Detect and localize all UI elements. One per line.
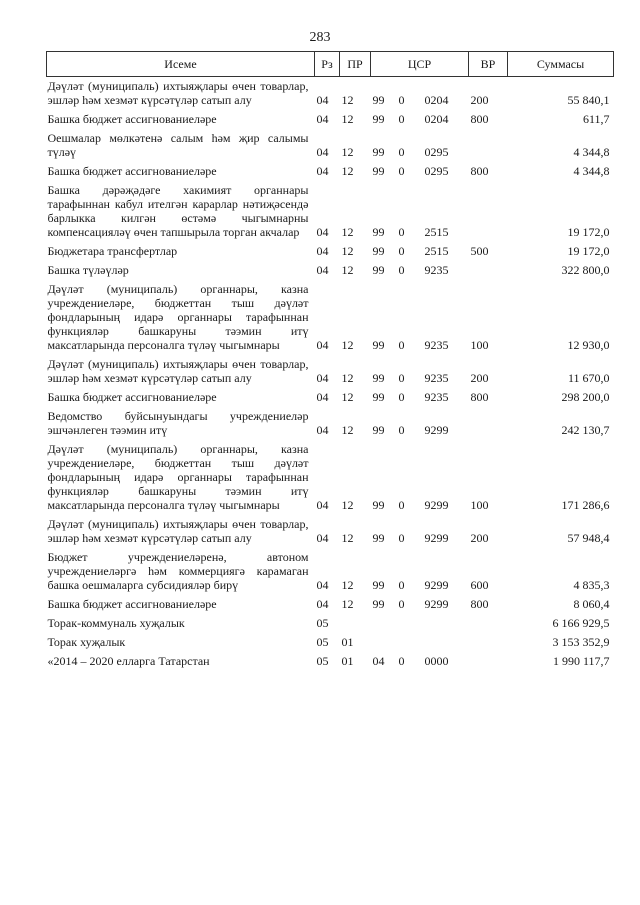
row-sum: 4 344,8 (573, 164, 610, 178)
row-name: Дәүләт (муниципаль) органнары, казна учреждениеләре, бюджеттан тыш дәүләт фондларының идарә органнары тарафыннан функцияләр башкаруны тәэмин итү максатларында персоналга түләү чыгымнары (47, 282, 309, 352)
page-number: 283 (309, 30, 331, 45)
row-sum: 171 286,6 (561, 498, 610, 512)
table-header-row (47, 52, 614, 77)
table-row (47, 162, 614, 181)
row-csr-program: 99 (372, 390, 385, 404)
row-csr-subprogram: 0 (398, 390, 405, 404)
row-csr-program: 99 (372, 338, 385, 352)
row-csr-subprogram: 0 (398, 145, 405, 159)
row-pr: 12 (341, 531, 354, 545)
row-rz: 04 (316, 338, 329, 352)
row-csr-subprogram: 0 (398, 225, 405, 239)
row-csr-direction: 9299 (424, 423, 449, 437)
row-pr: 12 (341, 498, 354, 512)
row-vr: 800 (470, 164, 489, 178)
header-vr: ВР (469, 52, 508, 77)
row-name: Бюджет учреждениеләренә, автоном учреждениеләргә һәм коммерциягә карамаган башка оешмаларга субсидияләр бирү (47, 550, 309, 592)
row-rz: 04 (316, 112, 329, 126)
header-csr: ЦСР (371, 52, 469, 77)
table-row (47, 515, 614, 548)
row-csr-direction: 9299 (424, 597, 449, 611)
row-csr-program: 99 (372, 498, 385, 512)
row-pr: 12 (341, 338, 354, 352)
row-vr (469, 261, 508, 280)
row-name: «2014 – 2020 елларга Татарстан (47, 654, 210, 668)
table-row (47, 595, 614, 614)
row-sum: 11 670,0 (567, 371, 610, 385)
row-rz: 05 (316, 654, 329, 668)
table-row (47, 181, 614, 242)
table-row (47, 633, 614, 652)
row-vr: 100 (470, 498, 489, 512)
row-csr-direction: 0000 (424, 654, 449, 668)
row-sum: 55 840,1 (567, 93, 610, 107)
row-sum: 3 153 352,9 (552, 635, 610, 649)
row-csr-subprogram: 0 (398, 498, 405, 512)
row-pr: 12 (341, 112, 354, 126)
header-rz: Рз (315, 52, 340, 77)
row-vr (469, 181, 508, 242)
table-row (47, 77, 614, 111)
row-pr: 12 (341, 244, 354, 258)
row-csr-program: 99 (372, 112, 385, 126)
row-sum: 4 344,8 (573, 145, 610, 159)
table-row (47, 614, 614, 633)
table-row (47, 440, 614, 515)
table-row (47, 242, 614, 261)
row-csr-subprogram: 0 (398, 654, 405, 668)
row-pr: 01 (341, 654, 354, 668)
row-vr (469, 129, 508, 162)
row-name: Башка дәрәҗәдәге хакимият органнары тарафыннан кабул ителгән карарлар нәтиҗәсендә барлыкка килгән өстәмә чыгымнарны компенсацияләү өчен тапшырыла торган акчалар (47, 183, 309, 239)
table-body (47, 77, 614, 672)
row-vr (469, 614, 508, 633)
row-sum: 322 800,0 (561, 263, 610, 277)
row-csr-direction: 2515 (424, 225, 449, 239)
row-pr: 12 (341, 225, 354, 239)
row-vr (469, 407, 508, 440)
row-csr-program: 99 (372, 93, 385, 107)
row-sum: 19 172,0 (567, 244, 610, 258)
row-csr-program: 99 (372, 164, 385, 178)
row-csr-program: 04 (372, 654, 385, 668)
table-row (47, 407, 614, 440)
row-csr-subprogram: 0 (398, 263, 405, 277)
row-rz: 05 (316, 635, 329, 649)
row-csr-direction: 0295 (424, 145, 449, 159)
row-sum: 1 990 117,7 (552, 654, 610, 668)
row-sum: 8 060,4 (573, 597, 610, 611)
row-pr: 12 (341, 423, 354, 437)
row-vr (469, 652, 508, 671)
row-rz: 04 (316, 164, 329, 178)
header-sum: Суммасы (508, 52, 614, 77)
row-csr-subprogram: 0 (398, 371, 405, 385)
row-vr: 800 (470, 390, 489, 404)
row-rz: 04 (316, 531, 329, 545)
row-name: Башка түләүләр (47, 263, 129, 277)
row-vr: 500 (470, 244, 489, 258)
row-pr: 12 (341, 390, 354, 404)
row-name: Торак хуҗалык (47, 635, 126, 649)
row-rz: 04 (316, 578, 329, 592)
row-name: Торак-коммуналь хуҗалык (47, 616, 185, 630)
row-vr: 200 (470, 531, 489, 545)
row-name: Ведомство буйсынуындагы учреждениеләр эшчәнлеген тәэмин итү (47, 409, 309, 437)
row-vr: 600 (470, 578, 489, 592)
row-name: Дәүләт (муниципаль) ихтыяҗлары өчен товарлар, эшләр һәм хезмәт күрсәтүләр сатып алу (47, 517, 309, 545)
row-csr-subprogram: 0 (398, 338, 405, 352)
row-csr-subprogram (397, 633, 423, 652)
row-csr-direction: 0204 (424, 112, 449, 126)
row-sum: 6 166 929,5 (552, 616, 610, 630)
row-name: Дәүләт (муниципаль) органнары, казна учреждениеләре, бюджеттан тыш дәүләт фондларының идарә органнары тарафыннан функцияләр башкаруны тәэмин итү максатларында персоналга түләү чыгымнары (47, 442, 309, 512)
row-vr: 800 (470, 112, 489, 126)
row-csr-direction: 0204 (424, 93, 449, 107)
row-name: Дәүләт (муниципаль) ихтыяҗлары өчен товарлар, эшләр һәм хезмәт күрсәтүләр сатып алу (47, 357, 309, 385)
row-csr-subprogram: 0 (398, 112, 405, 126)
row-csr-subprogram: 0 (398, 423, 405, 437)
table-row (47, 652, 614, 671)
row-csr-program: 99 (372, 578, 385, 592)
row-name: Башка бюджет ассигнованиеләре (47, 112, 217, 126)
row-pr: 01 (341, 635, 354, 649)
row-csr-program: 99 (372, 225, 385, 239)
row-pr: 12 (341, 93, 354, 107)
row-csr-program: 99 (372, 145, 385, 159)
row-csr-program: 99 (372, 244, 385, 258)
row-csr-direction: 2515 (424, 244, 449, 258)
row-pr: 12 (341, 597, 354, 611)
row-csr-subprogram: 0 (398, 93, 405, 107)
row-csr-subprogram: 0 (398, 597, 405, 611)
table-row (47, 129, 614, 162)
row-name: Башка бюджет ассигнованиеләре (47, 164, 217, 178)
row-csr-program: 99 (372, 597, 385, 611)
row-csr-subprogram: 0 (398, 578, 405, 592)
row-name: Дәүләт (муниципаль) ихтыяҗлары өчен товарлар, эшләр һәм хезмәт күрсәтүләр сатып алу (47, 79, 309, 107)
row-csr-program (371, 614, 397, 633)
row-csr-subprogram: 0 (398, 244, 405, 258)
row-sum: 12 930,0 (567, 338, 610, 352)
row-rz: 04 (316, 390, 329, 404)
table-row (47, 548, 614, 595)
row-vr: 800 (470, 597, 489, 611)
table-row (47, 355, 614, 388)
row-name: Башка бюджет ассигнованиеләре (47, 390, 217, 404)
row-csr-program: 99 (372, 531, 385, 545)
row-name: Башка бюджет ассигнованиеләре (47, 597, 217, 611)
row-vr: 200 (470, 371, 489, 385)
row-csr-subprogram (397, 614, 423, 633)
row-csr-subprogram: 0 (398, 164, 405, 178)
row-csr-direction: 9299 (424, 531, 449, 545)
row-sum: 611,7 (582, 112, 610, 126)
row-rz: 04 (316, 371, 329, 385)
header-name: Исеме (47, 52, 315, 77)
row-csr-program: 99 (372, 263, 385, 277)
budget-table (46, 51, 614, 671)
row-sum: 19 172,0 (567, 225, 610, 239)
table-row (47, 110, 614, 129)
row-rz: 05 (316, 616, 329, 630)
row-csr-direction: 9235 (424, 338, 449, 352)
row-csr-program: 99 (372, 423, 385, 437)
row-vr: 100 (470, 338, 489, 352)
row-pr: 12 (341, 578, 354, 592)
row-csr-direction: 9235 (424, 390, 449, 404)
row-pr: 12 (341, 164, 354, 178)
row-sum: 57 948,4 (567, 531, 610, 545)
row-csr-direction: 9235 (424, 263, 449, 277)
row-csr-direction: 0295 (424, 164, 449, 178)
row-rz: 04 (316, 145, 329, 159)
row-vr: 200 (470, 93, 489, 107)
table-row (47, 388, 614, 407)
row-csr-direction (423, 633, 469, 652)
row-csr-direction: 9299 (424, 498, 449, 512)
row-csr-program: 99 (372, 371, 385, 385)
table-row (47, 261, 614, 280)
row-vr (469, 633, 508, 652)
row-sum: 242 130,7 (561, 423, 610, 437)
row-csr-subprogram: 0 (398, 531, 405, 545)
row-rz: 04 (316, 498, 329, 512)
row-csr-direction (423, 614, 469, 633)
row-rz: 04 (316, 225, 329, 239)
table-row (47, 280, 614, 355)
header-pr: ПР (340, 52, 371, 77)
row-rz: 04 (316, 597, 329, 611)
row-rz: 04 (316, 244, 329, 258)
row-csr-program (371, 633, 397, 652)
row-rz: 04 (316, 93, 329, 107)
row-pr: 12 (341, 145, 354, 159)
row-sum: 4 835,3 (573, 578, 610, 592)
row-pr (340, 614, 371, 633)
row-csr-direction: 9235 (424, 371, 449, 385)
row-pr: 12 (341, 371, 354, 385)
row-rz: 04 (316, 423, 329, 437)
row-name: Оешмалар мөлкәтенә салым һәм җир салымы түләү (47, 131, 309, 159)
row-rz: 04 (316, 263, 329, 277)
row-name: Бюджетара трансфертлар (47, 244, 178, 258)
row-pr: 12 (341, 263, 354, 277)
row-csr-direction: 9299 (424, 578, 449, 592)
row-sum: 298 200,0 (561, 390, 610, 404)
